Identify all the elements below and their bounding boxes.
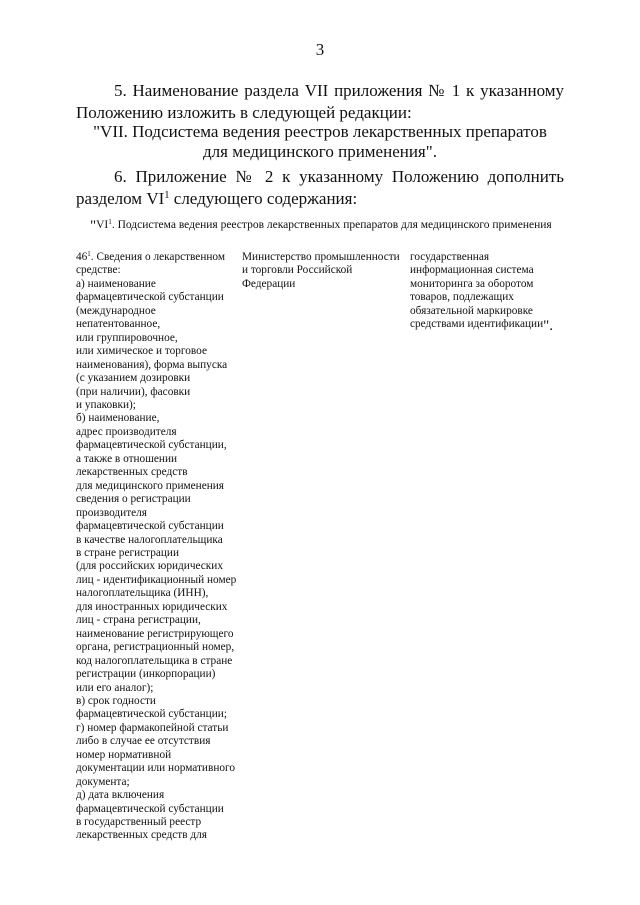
info-text-line: либо в случае ее отсутствия	[76, 735, 211, 748]
item-6-line-2: разделом $VI^1$ следующего содержания:	[76, 189, 358, 208]
info-text-line: сведения о регистрации	[76, 493, 191, 506]
item-5-paragraph	[76, 80, 564, 124]
page-number: 3	[315, 40, 325, 59]
info-text-line: фармацевтической субстанции	[76, 520, 224, 533]
system-text-line: обязательной маркировке	[410, 304, 533, 317]
item-6-paragraph	[76, 166, 564, 210]
system-text-line: государственная	[410, 251, 490, 263]
info-text-line: средстве:	[76, 264, 121, 277]
info-text-line: в стране регистрации	[76, 546, 180, 559]
info-text-line: производителя	[76, 506, 148, 519]
info-text-line: фармацевтической субстанции;	[76, 708, 227, 721]
section-vi1-header: "$VI^1$. Подсистема ведения реестров лекарственных препаратов для медицинского применения	[90, 218, 552, 234]
authority-text-line: Министерство промышленности	[242, 251, 400, 263]
authority-text-line: Федерации	[242, 277, 296, 290]
info-text-line: или его аналог);	[76, 681, 154, 694]
info-text-line: (для российских юридических	[76, 560, 223, 573]
section-vii-title-line-1: "VII. Подсистема ведения реестров лекарственных препаратов	[93, 122, 547, 141]
info-text-line: фармацевтической субстанции	[76, 291, 224, 304]
info-text-line: документа;	[76, 775, 130, 788]
authority-text-line: и торговли Российской	[242, 264, 353, 277]
info-text-line: д) дата включения	[76, 789, 165, 802]
item-5-line-2: Положению изложить в следующей редакции:	[76, 103, 412, 122]
info-text-line: адрес производителя	[76, 425, 177, 438]
info-text-line: налогоплательщика (ИНН),	[76, 587, 209, 600]
info-text-line: лиц - идентификационный номер	[76, 573, 237, 586]
section-vii-title	[76, 122, 564, 162]
info-text-line: фармацевтической субстанции,	[76, 439, 227, 452]
info-text-line: органа, регистрационный номер,	[76, 641, 235, 654]
info-text-line: г) номер фармакопейной статьи	[76, 721, 229, 734]
info-text-line: непатентованное,	[76, 318, 161, 331]
info-text-line: в) срок годности	[76, 694, 156, 707]
table-row-number-line: $46^1$. Сведения о лекарственном	[76, 250, 225, 263]
info-text-line: б) наименование,	[76, 412, 160, 425]
info-text-line: для иностранных юридических	[76, 600, 228, 613]
info-text-line: а) наименование	[76, 277, 156, 290]
info-text-line: лекарственных средств	[76, 466, 188, 479]
system-text-line: мониторинга за оборотом	[410, 277, 534, 290]
info-text-line: фармацевтической субстанции	[76, 802, 224, 815]
info-text-line: код налогоплательщика в стране	[76, 654, 233, 667]
info-text-line: и упаковки);	[76, 398, 136, 411]
system-text-line: средствами идентификации".	[410, 318, 553, 335]
item-6-line-1: 6. Приложение № 2 к указанному Положению дополнить	[114, 167, 565, 186]
info-text-line: документации или нормативного	[76, 762, 236, 775]
info-text-line: наименования), форма выпуска	[76, 358, 228, 371]
table-row-col-info	[76, 251, 236, 843]
info-text-line: (международное	[76, 304, 156, 317]
info-text-line: в государственный реестр	[76, 816, 202, 829]
table-row-col-system	[410, 251, 553, 334]
info-text-line: а также в отношении	[76, 452, 178, 465]
info-text-line: регистрации (инкорпорации)	[76, 668, 216, 681]
info-text-line: или группировочное,	[76, 331, 178, 344]
closing-quote: ".	[543, 318, 553, 335]
info-text-line: наименование регистрирующего	[76, 627, 234, 640]
info-text-line: номер нормативной	[76, 748, 172, 761]
info-text-line: лекарственных средств для	[76, 829, 207, 842]
info-text-line: (с указанием дозировки	[76, 372, 191, 385]
info-text-line: лиц - страна регистрации,	[76, 614, 201, 627]
info-text-line: для медицинского применения	[76, 479, 225, 492]
system-text-line: информационная система	[410, 264, 534, 277]
item-5-line-1: 5. Наименование раздела VII приложения № 1 к указанному	[114, 81, 564, 100]
info-text-line: в качестве налогоплательщика	[76, 533, 223, 546]
table-row-col-authority	[242, 251, 400, 291]
section-vii-title-line-2: для медицинского применения".	[203, 142, 437, 161]
system-text-line: товаров, подлежащих	[410, 291, 514, 304]
info-text-line: или химическое и торговое	[76, 345, 207, 358]
info-text-line: (при наличии), фасовки	[76, 385, 191, 398]
